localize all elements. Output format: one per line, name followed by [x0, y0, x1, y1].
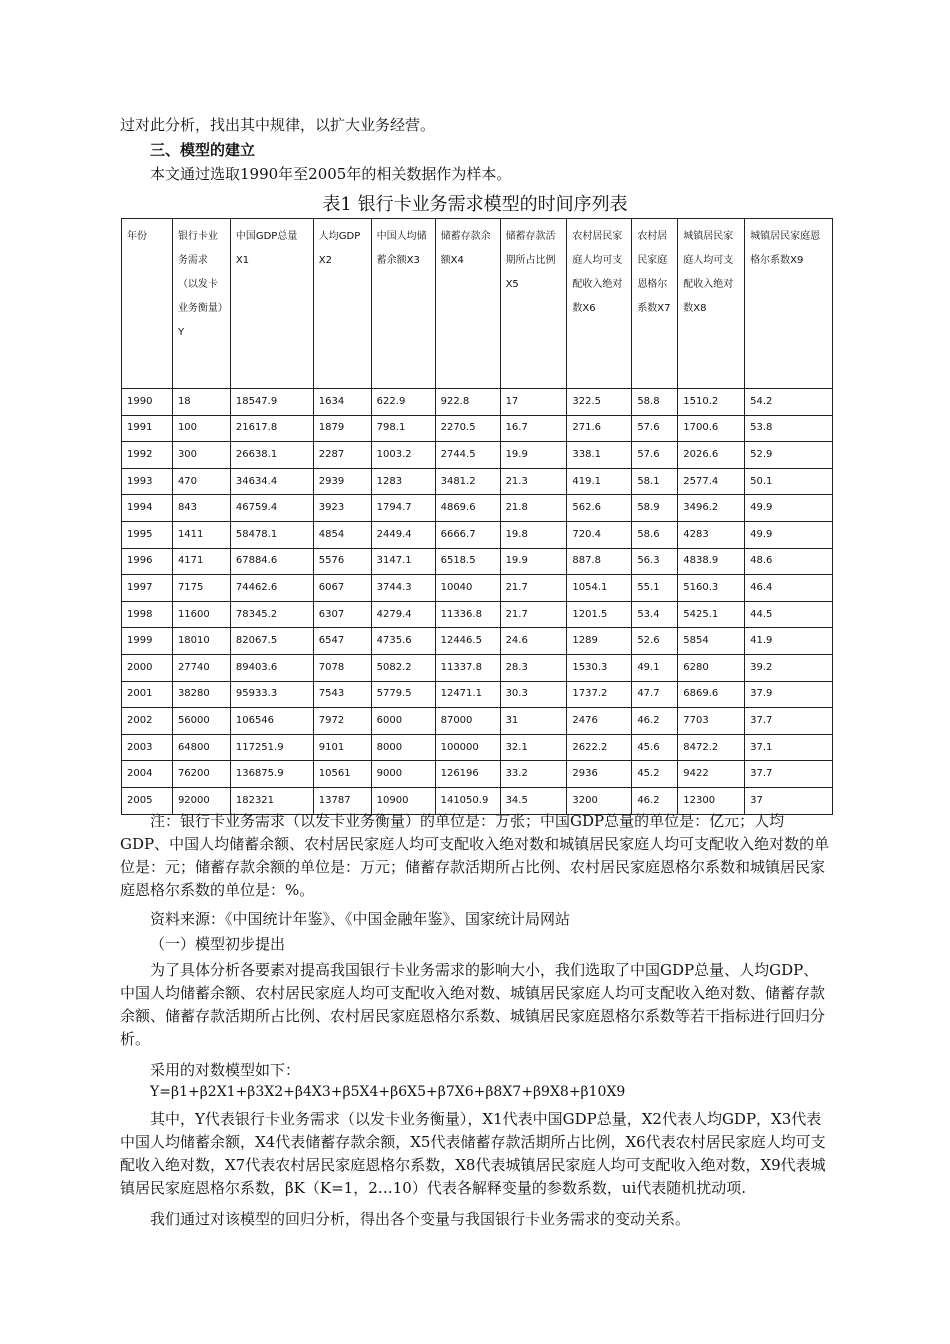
table-cell: 1998 — [122, 601, 173, 628]
table-cell: 3147.1 — [371, 548, 435, 575]
table-cell: 3496.2 — [678, 495, 745, 522]
table-note: 注：银行卡业务需求（以发卡业务衡量）的单位是：万张；中国GDP总量的单位是：亿元；人均GDP、中国人均储蓄余额、农村居民家庭人均可支配收入绝对数和城镇居民家庭人均可支配收入绝对数的单位是：元；储蓄存款余额的单位是：万元；储蓄存款活期所占比例、农村居民家庭恩格尔系数和城镇居民家庭恩格尔系数的单位是：%。 — [120, 812, 830, 899]
table-cell: 1997 — [122, 575, 173, 602]
header-cell: 城镇居民家庭人均可支配收入绝对数X8 — [678, 219, 745, 389]
data-source: 资料来源：《中国统计年鉴》、《中国金融年鉴》、国家统计局网站 — [150, 910, 571, 928]
table-row — [122, 575, 833, 602]
table-cell: 46.2 — [632, 787, 678, 814]
table-cell: 1634 — [313, 389, 371, 416]
table-cell: 58.8 — [632, 389, 678, 416]
table-cell: 3481.2 — [435, 468, 500, 495]
table-cell: 28.3 — [500, 654, 567, 681]
paragraph-conclusion: 我们通过对该模型的回归分析，得出各个变量与我国银行卡业务需求的变动关系。 — [150, 1210, 691, 1228]
table-cell: 5576 — [313, 548, 371, 575]
table-cell: 4838.9 — [678, 548, 745, 575]
table-cell: 720.4 — [567, 521, 632, 548]
header-cell: 银行卡业务需求（以发卡业务衡量）Y — [172, 219, 230, 389]
paragraph-model-intro: 采用的对数模型如下： — [150, 1061, 301, 1079]
table-cell: 1991 — [122, 415, 173, 442]
table-cell: 7543 — [313, 681, 371, 708]
table-row — [122, 389, 833, 416]
table-cell: 2744.5 — [435, 442, 500, 469]
table-cell: 7175 — [172, 575, 230, 602]
table-header-row — [122, 219, 833, 389]
table-cell: 92000 — [172, 787, 230, 814]
model-formula: Y=β1+β2X1+β3X2+β4X3+β5X4+β6X5+β7X6+β8X7+β9X8+β10X9 — [150, 1084, 626, 1100]
table-cell: 3923 — [313, 495, 371, 522]
table-cell: 12300 — [678, 787, 745, 814]
table-cell: 1510.2 — [678, 389, 745, 416]
table-cell: 117251.9 — [230, 734, 313, 761]
table-cell: 11337.8 — [435, 654, 500, 681]
table-cell: 21617.8 — [230, 415, 313, 442]
table-cell: 2003 — [122, 734, 173, 761]
table-cell: 1737.2 — [567, 681, 632, 708]
table-cell: 67884.6 — [230, 548, 313, 575]
table-cell: 300 — [172, 442, 230, 469]
table-cell: 1990 — [122, 389, 173, 416]
table-caption: 表1 银行卡业务需求模型的时间序列表 — [322, 194, 628, 215]
paragraph-method: 为了具体分析各要素对提高我国银行卡业务需求的影响大小，我们选取了中国GDP总量、人均GDP、中国人均储蓄余额、农村居民家庭人均可支配收入绝对数、城镇居民家庭人均可支配收入绝对数、储蓄存款余额、储蓄存款活期所占比例、农村居民家庭恩格尔系数、城镇居民家庭恩格尔系数等若干指标进行回归分析。 — [120, 961, 826, 1048]
header-cell: 人均GDP X2 — [313, 219, 371, 389]
table-cell: 1996 — [122, 548, 173, 575]
table-cell: 37.1 — [745, 734, 833, 761]
table-cell: 64800 — [172, 734, 230, 761]
table-cell: 2026.6 — [678, 442, 745, 469]
data-table — [121, 218, 833, 815]
table-cell: 1003.2 — [371, 442, 435, 469]
table-cell: 87000 — [435, 708, 500, 735]
table-cell: 10900 — [371, 787, 435, 814]
table-cell: 141050.9 — [435, 787, 500, 814]
table-cell: 52.6 — [632, 628, 678, 655]
table-cell: 6666.7 — [435, 521, 500, 548]
table-cell: 6000 — [371, 708, 435, 735]
table-cell: 798.1 — [371, 415, 435, 442]
table-cell: 27740 — [172, 654, 230, 681]
table-cell: 5082.2 — [371, 654, 435, 681]
table-cell: 470 — [172, 468, 230, 495]
table-cell: 4279.4 — [371, 601, 435, 628]
table-cell: 21.7 — [500, 601, 567, 628]
table-cell: 19.8 — [500, 521, 567, 548]
table-cell: 55.1 — [632, 575, 678, 602]
table-cell: 18010 — [172, 628, 230, 655]
table-cell: 18547.9 — [230, 389, 313, 416]
table-cell: 1700.6 — [678, 415, 745, 442]
table-cell: 26638.1 — [230, 442, 313, 469]
table-cell: 38280 — [172, 681, 230, 708]
paragraph-variables: 其中，Y代表银行卡业务需求（以发卡业务衡量），X1代表中国GDP总量，X2代表人均GDP，X3代表中国人均储蓄余额，X4代表储蓄存款余额，X5代表储蓄存款活期所占比例，X6代表农村居民家庭人均可支配收入绝对数，X7代表农村居民家庭恩格尔系数，X8代表城镇居民家庭人均可支配收入绝对数，X9代表城镇居民家庭恩格尔系数，βK（K=1，2…10）代表各解释变量的参数系数，ui代表随机扰动项. — [120, 1110, 826, 1197]
table-cell: 49.9 — [745, 521, 833, 548]
table-cell: 2449.4 — [371, 521, 435, 548]
table-cell: 19.9 — [500, 548, 567, 575]
table-cell: 8000 — [371, 734, 435, 761]
table-cell: 21.3 — [500, 468, 567, 495]
table-cell: 887.8 — [567, 548, 632, 575]
table-cell: 1530.3 — [567, 654, 632, 681]
table-cell: 19.9 — [500, 442, 567, 469]
table-cell: 11600 — [172, 601, 230, 628]
table-cell: 1995 — [122, 521, 173, 548]
table-row — [122, 734, 833, 761]
table-cell: 37 — [745, 787, 833, 814]
table-row — [122, 415, 833, 442]
table-cell: 53.8 — [745, 415, 833, 442]
table-cell: 57.6 — [632, 415, 678, 442]
table-cell: 39.2 — [745, 654, 833, 681]
table-cell: 34.5 — [500, 787, 567, 814]
table-cell: 44.5 — [745, 601, 833, 628]
table-cell: 49.9 — [745, 495, 833, 522]
table-cell: 49.1 — [632, 654, 678, 681]
header-cell: 中国人均储蓄余额X3 — [371, 219, 435, 389]
table-cell: 2287 — [313, 442, 371, 469]
table-cell: 21.8 — [500, 495, 567, 522]
table-cell: 2622.2 — [567, 734, 632, 761]
table-row — [122, 442, 833, 469]
table-cell: 1289 — [567, 628, 632, 655]
section-heading: 三、模型的建立 — [150, 141, 256, 159]
table-cell: 6280 — [678, 654, 745, 681]
table-cell: 11336.8 — [435, 601, 500, 628]
header-cell: 农村居民家庭人均可支配收入绝对数X6 — [567, 219, 632, 389]
table-cell: 13787 — [313, 787, 371, 814]
table-cell: 922.8 — [435, 389, 500, 416]
table-cell: 48.6 — [745, 548, 833, 575]
table-cell: 1794.7 — [371, 495, 435, 522]
table-cell: 4171 — [172, 548, 230, 575]
table-cell: 6547 — [313, 628, 371, 655]
table-cell: 34634.4 — [230, 468, 313, 495]
table-cell: 78345.2 — [230, 601, 313, 628]
table-cell: 58.9 — [632, 495, 678, 522]
table-cell: 6869.6 — [678, 681, 745, 708]
table-cell: 9000 — [371, 761, 435, 788]
table-cell: 2577.4 — [678, 468, 745, 495]
table-cell: 10040 — [435, 575, 500, 602]
paragraph-sample: 本文通过选取1990年至2005年的相关数据作为样本。 — [150, 165, 512, 183]
table-cell: 10561 — [313, 761, 371, 788]
table-cell: 2936 — [567, 761, 632, 788]
table-cell: 136875.9 — [230, 761, 313, 788]
table-cell: 1054.1 — [567, 575, 632, 602]
table-cell: 4869.6 — [435, 495, 500, 522]
table-cell: 322.5 — [567, 389, 632, 416]
table-cell: 41.9 — [745, 628, 833, 655]
header-cell: 年份 — [122, 219, 173, 389]
table-cell: 46.2 — [632, 708, 678, 735]
table-cell: 1994 — [122, 495, 173, 522]
table-cell: 74462.6 — [230, 575, 313, 602]
table-cell: 31 — [500, 708, 567, 735]
header-cell: 农村居民家庭恩格尔系数X7 — [632, 219, 678, 389]
table-cell: 6067 — [313, 575, 371, 602]
table-cell: 16.7 — [500, 415, 567, 442]
table-cell: 12446.5 — [435, 628, 500, 655]
subsection-heading: （一）模型初步提出 — [150, 935, 286, 953]
table-cell: 5425.1 — [678, 601, 745, 628]
table-cell: 5160.3 — [678, 575, 745, 602]
table-cell: 2270.5 — [435, 415, 500, 442]
table-cell: 21.7 — [500, 575, 567, 602]
table-cell: 843 — [172, 495, 230, 522]
table-cell: 7972 — [313, 708, 371, 735]
table-cell: 419.1 — [567, 468, 632, 495]
table-cell: 89403.6 — [230, 654, 313, 681]
table-cell: 9422 — [678, 761, 745, 788]
table-cell: 58.6 — [632, 521, 678, 548]
header-cell: 储蓄存款活期所占比例X5 — [500, 219, 567, 389]
table-row — [122, 628, 833, 655]
table-cell: 95933.3 — [230, 681, 313, 708]
table-cell: 58478.1 — [230, 521, 313, 548]
table-row — [122, 761, 833, 788]
table-row — [122, 468, 833, 495]
table-cell: 1999 — [122, 628, 173, 655]
table-row — [122, 495, 833, 522]
table-cell: 1992 — [122, 442, 173, 469]
table-cell: 182321 — [230, 787, 313, 814]
table-cell: 2001 — [122, 681, 173, 708]
table-cell: 562.6 — [567, 495, 632, 522]
table-cell: 12471.1 — [435, 681, 500, 708]
table-cell: 82067.5 — [230, 628, 313, 655]
table-cell: 53.4 — [632, 601, 678, 628]
table-cell: 338.1 — [567, 442, 632, 469]
table-cell: 106546 — [230, 708, 313, 735]
table-cell: 2004 — [122, 761, 173, 788]
table-row — [122, 681, 833, 708]
table-cell: 4854 — [313, 521, 371, 548]
table-cell: 3200 — [567, 787, 632, 814]
header-cell: 城镇居民家庭恩格尔系数X9 — [745, 219, 833, 389]
table-cell: 50.1 — [745, 468, 833, 495]
table-cell: 6307 — [313, 601, 371, 628]
table-cell: 18 — [172, 389, 230, 416]
table-cell: 1879 — [313, 415, 371, 442]
table-cell: 30.3 — [500, 681, 567, 708]
table-cell: 24.6 — [500, 628, 567, 655]
header-cell: 储蓄存款余额X4 — [435, 219, 500, 389]
table-cell: 1283 — [371, 468, 435, 495]
table-cell: 1993 — [122, 468, 173, 495]
table-cell: 2939 — [313, 468, 371, 495]
table-cell: 9101 — [313, 734, 371, 761]
table-cell: 3744.3 — [371, 575, 435, 602]
table-cell: 100 — [172, 415, 230, 442]
table-cell: 2476 — [567, 708, 632, 735]
table-cell: 8472.2 — [678, 734, 745, 761]
table-cell: 56.3 — [632, 548, 678, 575]
table-cell: 1411 — [172, 521, 230, 548]
table-cell: 4735.6 — [371, 628, 435, 655]
table-cell: 37.7 — [745, 761, 833, 788]
table-cell: 45.2 — [632, 761, 678, 788]
table-cell: 56000 — [172, 708, 230, 735]
table-cell: 2005 — [122, 787, 173, 814]
table-cell: 2000 — [122, 654, 173, 681]
table-cell: 46.4 — [745, 575, 833, 602]
table-cell: 32.1 — [500, 734, 567, 761]
table-cell: 45.6 — [632, 734, 678, 761]
table-cell: 46759.4 — [230, 495, 313, 522]
table-cell: 2002 — [122, 708, 173, 735]
table-row — [122, 521, 833, 548]
header-cell: 中国GDP总量X1 — [230, 219, 313, 389]
paragraph-intro-end: 过对此分析，找出其中规律，以扩大业务经营。 — [120, 116, 436, 134]
table-row — [122, 708, 833, 735]
table-cell: 271.6 — [567, 415, 632, 442]
table-cell: 58.1 — [632, 468, 678, 495]
table-cell: 76200 — [172, 761, 230, 788]
table-cell: 6518.5 — [435, 548, 500, 575]
table-cell: 37.9 — [745, 681, 833, 708]
table-row — [122, 654, 833, 681]
table-row — [122, 601, 833, 628]
table-cell: 7703 — [678, 708, 745, 735]
table-body — [122, 389, 833, 815]
table-cell: 47.7 — [632, 681, 678, 708]
table-cell: 4283 — [678, 521, 745, 548]
table-cell: 57.6 — [632, 442, 678, 469]
table-row — [122, 548, 833, 575]
table-cell: 54.2 — [745, 389, 833, 416]
table-cell: 7078 — [313, 654, 371, 681]
table-cell: 37.7 — [745, 708, 833, 735]
table-cell: 126196 — [435, 761, 500, 788]
table-cell: 17 — [500, 389, 567, 416]
table-cell: 33.2 — [500, 761, 567, 788]
table-cell: 52.9 — [745, 442, 833, 469]
table-cell: 100000 — [435, 734, 500, 761]
table-cell: 5779.5 — [371, 681, 435, 708]
table-cell: 5854 — [678, 628, 745, 655]
table-cell: 1201.5 — [567, 601, 632, 628]
table-cell: 622.9 — [371, 389, 435, 416]
